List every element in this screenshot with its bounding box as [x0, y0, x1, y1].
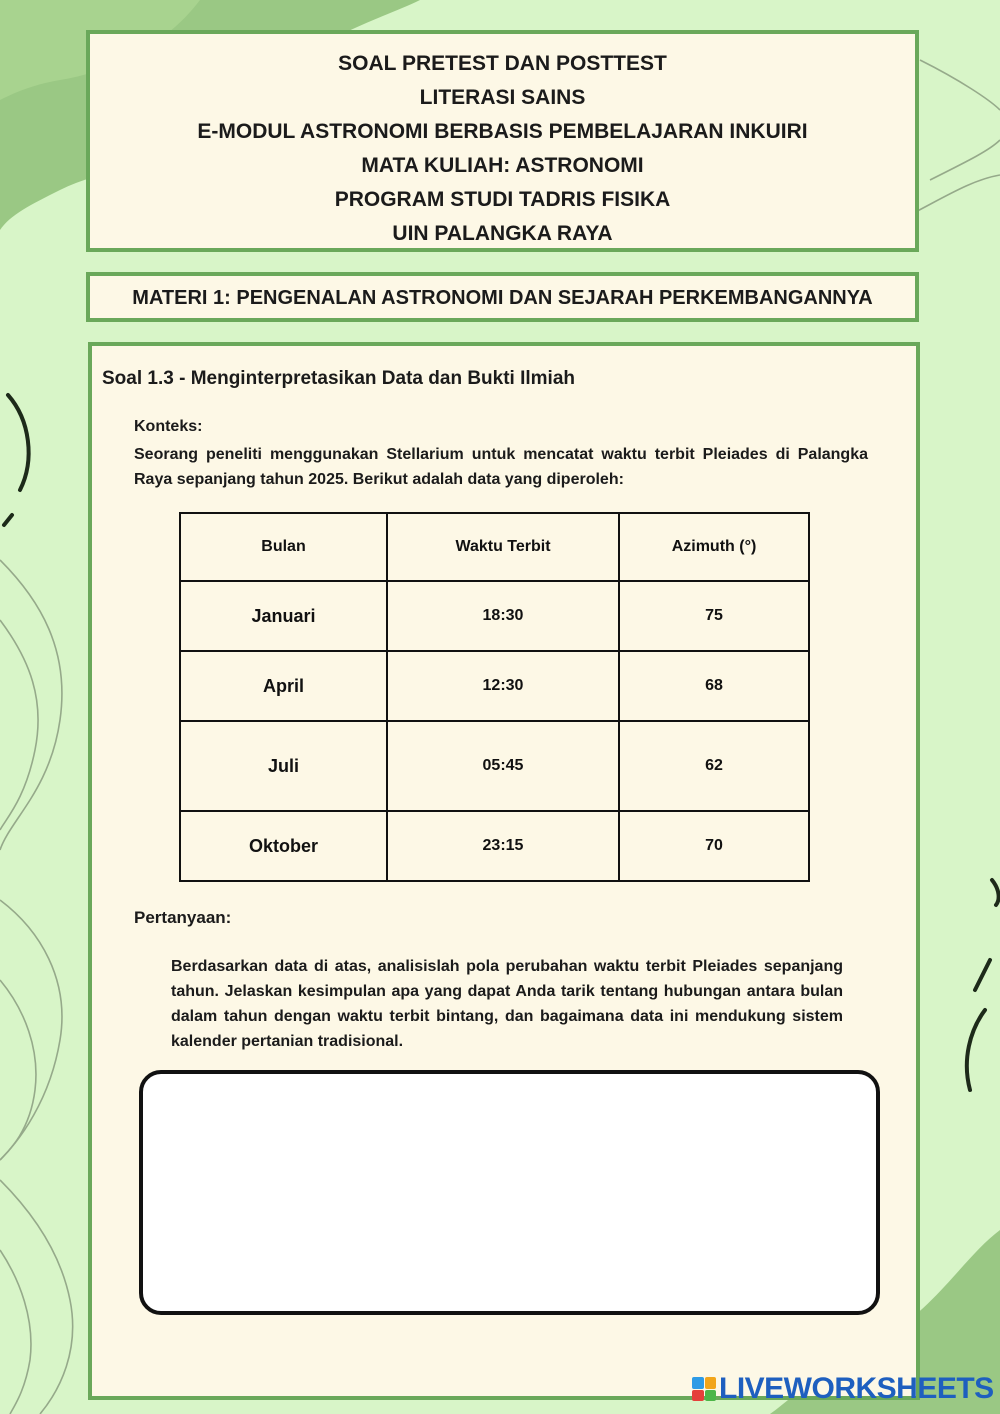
cell-azimuth: 68: [619, 651, 809, 721]
logo-square: [705, 1390, 717, 1402]
cell-bulan: Juli: [180, 721, 387, 811]
header-line: LITERASI SAINS: [419, 86, 586, 109]
table-row: [180, 651, 809, 721]
header-line: UIN PALANGKA RAYA: [392, 222, 613, 245]
column-header-waktu-terbit: Waktu Terbit: [387, 513, 619, 581]
cell-azimuth: 70: [619, 811, 809, 881]
logo-square: [705, 1377, 717, 1389]
materi-title: MATERI 1: PENGENALAN ASTRONOMI DAN SEJARAH PERKEMBANGANNYA: [132, 287, 873, 309]
column-header-bulan: Bulan: [180, 513, 387, 581]
cell-waktu-terbit: 18:30: [387, 581, 619, 651]
table-row: [180, 721, 809, 811]
cell-waktu-terbit: 23:15: [387, 811, 619, 881]
header-line: MATA KULIAH: ASTRONOMI: [361, 154, 644, 177]
logo-square: [692, 1390, 704, 1402]
table-row: [180, 811, 809, 881]
column-header-azimuth: Azimuth (°): [619, 513, 809, 581]
cell-azimuth: 62: [619, 721, 809, 811]
header-line: PROGRAM STUDI TADRIS FISIKA: [334, 188, 671, 211]
liveworksheets-logo-icon: [692, 1377, 716, 1401]
header-line: E-MODUL ASTRONOMI BERBASIS PEMBELAJARAN INKUIRI: [197, 120, 808, 143]
cell-bulan: Januari: [180, 581, 387, 651]
liveworksheets-brand[interactable]: [692, 1372, 994, 1406]
question-text: Berdasarkan data di atas, analisislah pola perubahan waktu terbit Pleiades sepanjang tahun. Jelaskan kesimpulan apa yang dapat Anda tarik tentang hubungan antara bulan dalam tahun dengan waktu terbit bintang, dan bagaimana data ini mendukung sistem kalender pertanian tradisional.: [171, 958, 843, 1050]
brand-name: LIVEWORKSHEETS: [719, 1372, 994, 1405]
data-table: [179, 512, 810, 882]
logo-square: [692, 1377, 704, 1389]
materi-box: [86, 272, 919, 322]
header-box: [86, 30, 919, 252]
question-box: [88, 342, 920, 1400]
table-header-row: [180, 513, 809, 581]
cell-bulan: Oktober: [180, 811, 387, 881]
table-row: [180, 581, 809, 651]
answer-textbox[interactable]: [139, 1070, 880, 1315]
cell-bulan: April: [180, 651, 387, 721]
context-label: Konteks:: [134, 418, 203, 435]
question-title: Soal 1.3 - Menginterpretasikan Data dan Bukti Ilmiah: [102, 368, 576, 389]
cell-waktu-terbit: 12:30: [387, 651, 619, 721]
cell-azimuth: 75: [619, 581, 809, 651]
question-label: Pertanyaan:: [134, 908, 232, 927]
cell-waktu-terbit: 05:45: [387, 721, 619, 811]
header-line: SOAL PRETEST DAN POSTTEST: [338, 52, 667, 75]
context-text: Seorang peneliti menggunakan Stellarium untuk mencatat waktu terbit Pleiades di Palangka Raya sepanjang tahun 2025. Berikut adalah data yang diperoleh:: [134, 446, 868, 488]
